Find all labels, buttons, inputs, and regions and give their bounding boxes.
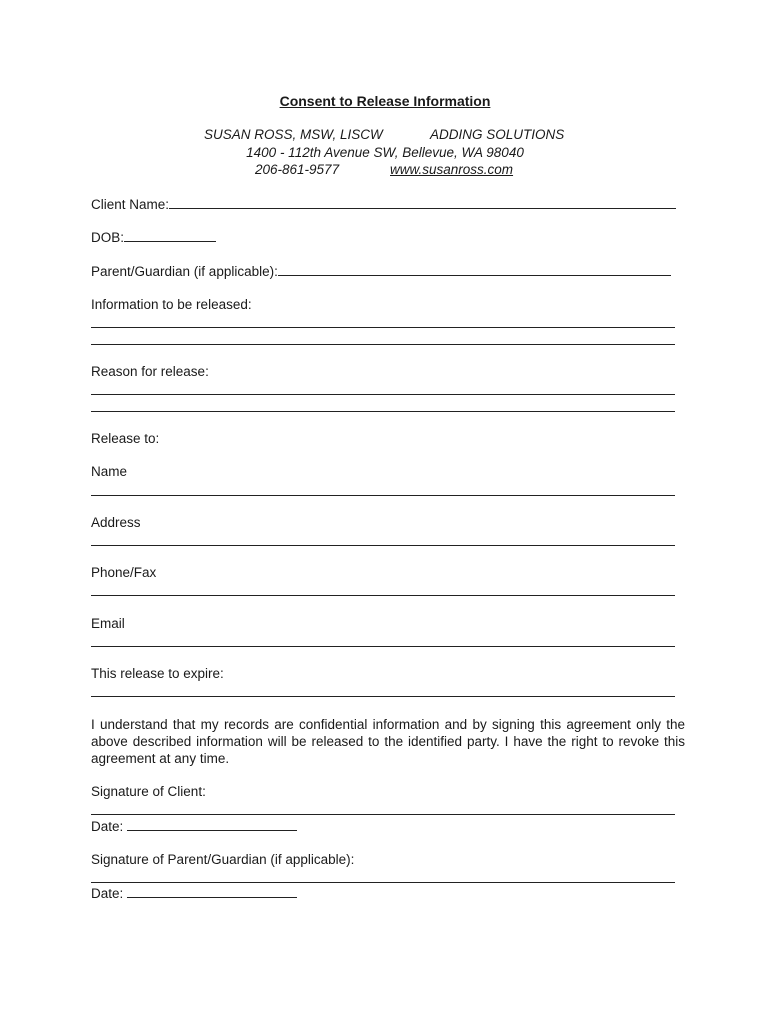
- client-date-label: Date:: [91, 819, 124, 834]
- release-to-label: Release to:: [91, 431, 160, 446]
- provider-name: SUSAN ROSS, MSW, LISCW: [204, 127, 383, 142]
- client-name-row: [91, 196, 676, 212]
- recipient-address-line[interactable]: [91, 545, 675, 546]
- dob-row: [91, 229, 216, 245]
- recipient-name-label: Name: [91, 464, 128, 479]
- expire-line[interactable]: [91, 696, 675, 697]
- recipient-phone-fax-label: Phone/Fax: [91, 565, 157, 580]
- dob-label: DOB:: [91, 230, 125, 245]
- client-name-field[interactable]: [169, 196, 676, 209]
- recipient-address-label: Address: [91, 515, 141, 530]
- recipient-phone-fax-line[interactable]: [91, 595, 675, 596]
- guardian-signature-label: Signature of Parent/Guardian (if applicable):: [91, 852, 355, 867]
- client-date-row: [91, 818, 297, 834]
- guardian-signature-line[interactable]: [91, 882, 675, 883]
- consent-statement: I understand that my records are confidential information and by signing this agreement only the above described information will be released to the identified party. I have the right to revoke this agreement at any time.: [91, 717, 685, 766]
- reason-label: Reason for release:: [91, 364, 209, 379]
- client-signature-label: Signature of Client:: [91, 784, 206, 799]
- info-released-line-1[interactable]: [91, 327, 675, 328]
- recipient-email-line[interactable]: [91, 646, 675, 647]
- dob-field[interactable]: [124, 229, 216, 242]
- client-date-field[interactable]: [127, 818, 297, 831]
- provider-phone: 206-861-9577: [255, 162, 340, 177]
- provider-address: 1400 - 112th Avenue SW, Bellevue, WA 98040: [246, 145, 524, 160]
- parent-guardian-field[interactable]: [278, 263, 671, 276]
- guardian-date-row: [91, 885, 297, 901]
- guardian-date-label: Date:: [91, 886, 124, 901]
- provider-website-link[interactable]: www.susanross.com: [390, 162, 514, 177]
- guardian-date-field[interactable]: [127, 885, 297, 898]
- reason-line-2[interactable]: [91, 411, 675, 412]
- info-released-label: Information to be released:: [91, 297, 252, 312]
- parent-guardian-label: Parent/Guardian (if applicable):: [91, 264, 278, 279]
- recipient-name-line[interactable]: [91, 495, 675, 496]
- recipient-email-label: Email: [91, 616, 125, 631]
- client-name-label: Client Name:: [91, 197, 170, 212]
- client-signature-line[interactable]: [91, 814, 675, 815]
- expire-label: This release to expire:: [91, 666, 224, 681]
- form-title: Consent to Release Information: [279, 93, 491, 109]
- info-released-line-2[interactable]: [91, 344, 675, 345]
- reason-line-1[interactable]: [91, 394, 675, 395]
- organization-name: ADDING SOLUTIONS: [430, 127, 565, 142]
- parent-guardian-row: [91, 263, 671, 279]
